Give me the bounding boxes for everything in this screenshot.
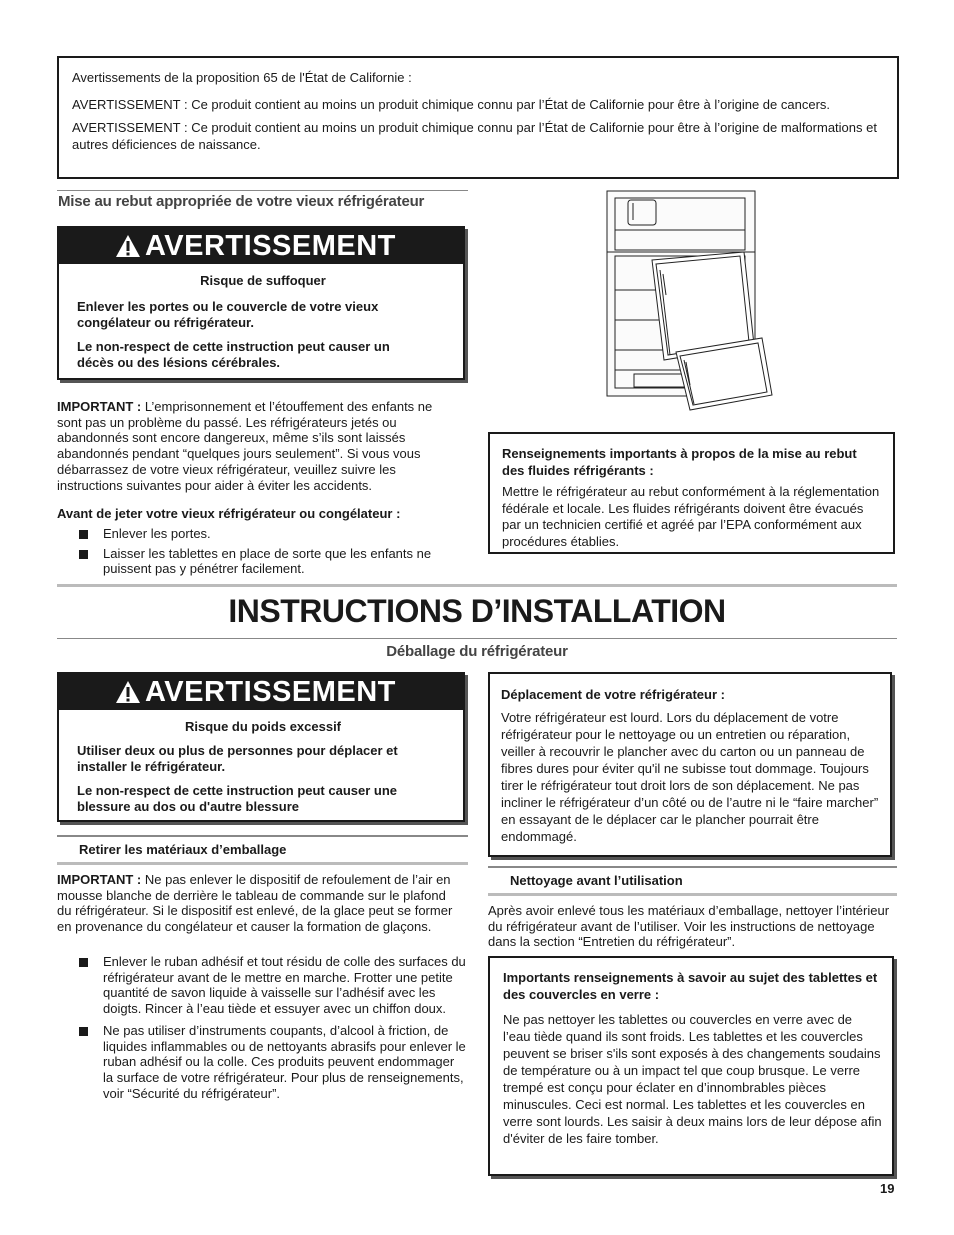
warning-triangle-icon [115,680,141,704]
list-item: Enlever les portes. [57,526,457,542]
list-item: Enlever le ruban adhésif et tout résidu de colle des surfaces du réfrigérateur avant de le mettre en marche. Frotter une petite quantité de savon liquide à vaisselle sur l’adhésif avec les doigts. Rincer à l’eau tiède et essuyer avec un chiffon doux. [57,954,467,1017]
moving-info-box [488,672,892,857]
warning-line1: Enlever les portes ou le couvercle de votre vieux congélateur ou réfrigérateur. [77,298,379,330]
important-text: L’emprisonnement et l’étouffement des enfants ne sont pas un problème du passé. Les réfrigérateurs jetés ou abandonnés sont encore dangereux, même s’ils sont laissés abandonnés pendant “quelques jours seulement”. Si vous vous débarrassez de votre vieux réfrigérateur, veuillez suivre les instructions suivantes pour aider à éviter les accidents. [57,399,433,493]
before-disposal-heading: Avant de jeter votre vieux réfrigérateur ou congélateur : [57,506,401,521]
warning-risk: Risque du poids excessif [184,719,342,734]
warning-line2: Le non-respect de cette instruction peut causer une blessure au dos ou d'autre blessure [77,782,398,814]
install-title-rule-top [57,584,897,587]
glass-info-box [488,956,894,1176]
refrigerator-doors-removed-illustration [606,190,786,412]
remove-heading-rule-top [57,835,468,837]
refrigerant-info-box [488,432,895,554]
warning-box-weight [57,672,465,822]
warning-header [59,228,463,264]
prop65-title: Avertissements de la proposition 65 de l'État de Californie : [72,70,412,85]
install-title: INSTRUCTIONS D’INSTALLATION [228,593,726,629]
cleaning-heading-rule-bottom [488,893,897,896]
moving-text: Votre réfrigérateur est lourd. Lors du déplacement de votre réfrigérateur pour le nettoyage ou un entretien ou réparation, veiller à recouvrir le plancher avec du carton ou un panneau de fibres dures pour éviter qu'il ne subisse tout dommage. Toujours tirer le réfrigérateur tout droit lors de son déplacement. Ne pas incliner le réfrigérateur d’un côté ou de l’autre ni le “faire marcher” en essayant de le déplacer car le plancher pourrait être endommagé. [501,709,879,844]
warning-risk: Risque de suffoquer [200,273,326,288]
prop65-box [57,56,899,179]
install-title-rule-bottom [57,638,897,639]
prop65-warning-birth: AVERTISSEMENT : Ce produit contient au moins un produit chimique connu par l’État de Californie pour être à l’origine de malformations et autres déficiences de naissance. [72,120,877,152]
remove-heading-rule-bottom [57,862,468,865]
warning-line2: Le non-respect de cette instruction peut causer un décès ou des lésions cérébrales. [77,338,390,370]
packaging-bullets [57,954,467,1101]
cleaning-heading: Nettoyage avant l’utilisation [510,873,683,888]
warning-header [59,674,463,710]
cleaning-text: Après avoir enlevé tous les matériaux d’emballage, nettoyer l’intérieur du réfrigérateur avant de l’utiliser. Voir les instructions de nettoyage dans la section “Entretien du réfrigérateur”. [488,903,890,950]
disposal-bullets [57,526,457,577]
cleaning-heading-rule-top [488,866,897,868]
warning-box-suffocation [57,226,465,380]
page-number: 19 [880,1181,895,1196]
disposal-heading-rule [57,190,468,191]
moving-title: Déplacement de votre réfrigérateur : [501,687,725,702]
install-important [57,872,462,935]
prop65-warning-cancer: AVERTISSEMENT : Ce produit contient au moins un produit chimique connu par l’État de Californie pour être à l’origine de cancers. [72,96,831,112]
glass-title: Importants renseignements à savoir au sujet des tablettes et des couvercles en verre : [503,970,878,1002]
warning-title: AVERTISSEMENT [145,230,396,262]
list-item: Ne pas utiliser d’instruments coupants, d’alcool à friction, de liquides inflammables ou de nettoyants abrasifs pour enlever le ruban adhésif ou la colle. Ces produits peuvent endommager la surface de votre réfrigérateur. Pour plus de renseignements, voir “Sécurité du réfrigérateur”. [57,1023,467,1102]
important-label: IMPORTANT : [57,399,142,414]
refrigerant-title: Renseignements importants à propos de la mise au rebut des fluides réfrigérants : [502,446,857,478]
list-item: Laisser les tablettes en place de sorte que les enfants ne puissent pas y pénétrer facilement. [57,546,457,577]
disposal-heading: Mise au rebut appropriée de votre vieux réfrigérateur [58,193,425,210]
warning-triangle-icon [115,234,141,258]
important-text: Ne pas enlever le dispositif de refoulement de l’air en mousse blanche de derrière le tableau de commande sur le plafond du réfrigérateur. Si le dispositif est enlevé, de la glace peut se former en provenance du congélateur et causer la formation de glaçons. [57,872,453,935]
warning-title: AVERTISSEMENT [145,676,396,708]
warning-line1: Utiliser deux ou plus de personnes pour déplacer et installer le réfrigérateur. [77,742,398,774]
glass-text: Ne pas nettoyer les tablettes ou couvercles en verre avec de l’eau tiède quand ils sont froids. Les tablettes et les couvercles peuvent se briser s'ils sont exposés à des changements soudains de température ou à un impact tel que coup brusque. Le verre trempé est conçu pour éclater en d’innombrables pièces minuscules. Ceci est normal. Les tablettes et les couvercles en verre sont lourds. Les saisir à deux mains lors de leur dépose afin d'éviter de les faire tomber. [503,1012,882,1146]
remove-packaging-heading: Retirer les matériaux d’emballage [79,842,287,857]
important-label: IMPORTANT : [57,872,142,887]
disposal-important [57,399,457,493]
unpack-heading: Déballage du réfrigérateur [386,643,568,660]
refrigerant-text: Mettre le réfrigérateur au rebut conformément à la réglementation fédérale et locale. Les fluides réfrigérants doivent être évacués par un technicien certifié et agréé par l’EPA conformément aux procédures établies. [502,484,880,549]
